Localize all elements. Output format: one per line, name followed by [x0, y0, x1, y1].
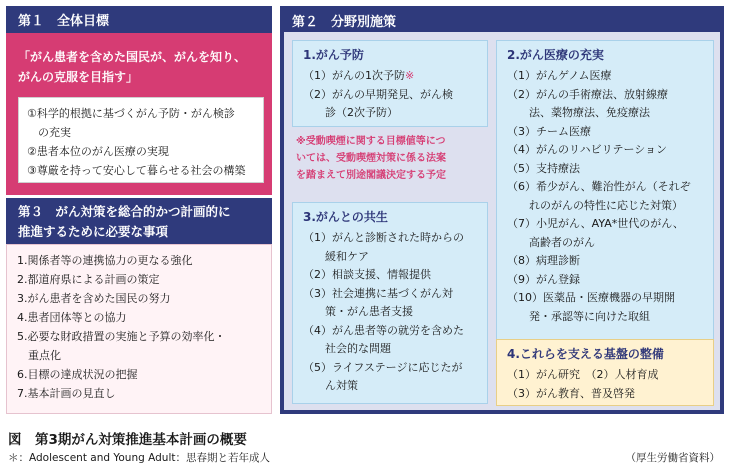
section3-item: 7.基本計画の見直し [17, 387, 116, 400]
section3-item: 3.がん患者を含めた国民の努力 [17, 292, 171, 305]
note-line: いては、受動喫煙対策に係る法案 [296, 153, 446, 164]
cancer-care-box [496, 40, 714, 358]
section1-slogan [18, 47, 268, 87]
living-item: （4）がん患者等の就労を含めた [303, 323, 464, 337]
living-item: 社会的な問題 [303, 342, 391, 355]
section1-header [6, 6, 272, 33]
smoking-note [296, 133, 482, 184]
section3-header-line: 推進するために必要な事項 [18, 224, 169, 239]
care-item: （8）病理診断 [507, 254, 580, 267]
cancer-prevention-title: 1.がん予防 [303, 48, 364, 62]
section3-item: 4.患者団体等との協力 [17, 311, 127, 324]
living-item: ん対策 [303, 379, 358, 392]
slogan-line: がんの克服を目指す」 [18, 70, 139, 84]
infrastructure-item: （3）がん教育、普及啓発 [507, 386, 635, 400]
care-item: （9）がん登録 [507, 272, 580, 286]
figure-source: （厚生労働省資料） [625, 452, 720, 464]
cancer-prevention-box [292, 40, 488, 127]
goal-line: ③尊厳を持って安心して暮らせる社会の構築 [27, 164, 246, 177]
note-line: を踏まえて別途閣議決定する予定 [296, 170, 446, 181]
goal-line: ②患者本位のがん医療の実現 [27, 145, 169, 158]
care-item: （4）がんのリハビリテーション [507, 143, 668, 156]
section3-header [6, 198, 272, 244]
living-with-cancer-box [292, 202, 488, 404]
section3-item: 6.目標の達成状況の把握 [17, 368, 138, 381]
care-item: 法、薬物療法、免疫療法 [507, 106, 650, 119]
section3-item: 重点化 [17, 349, 61, 362]
care-item: 発・承認等に向けた取組 [507, 309, 650, 323]
section3-item: 1.関係者等の連携協力の更なる強化 [17, 254, 193, 267]
infrastructure-item: （1）がん研究 （2）人材育成 [507, 368, 659, 381]
prevention-item: （1）がんの1次予防※ [303, 69, 415, 82]
living-item: （2）相談支援、情報提供 [303, 268, 431, 281]
section3-panel [6, 244, 272, 414]
care-item: （5）支持療法 [507, 161, 580, 175]
living-item: （1）がんと診断された時からの [303, 231, 464, 244]
living-with-cancer-title: 3.がんとの共生 [303, 210, 388, 224]
care-item: （1）がんゲノム医療 [507, 69, 612, 82]
care-item: （7）小児がん、AYA*世代のがん、 [507, 217, 684, 230]
living-item: 策・がん患者支援 [303, 305, 413, 318]
prevention-item: （2）がんの早期発見、がん検 [303, 87, 453, 101]
care-item: （10）医薬品・医療機器の早期開 [507, 291, 675, 304]
cancer-care-title: 2.がん医療の充実 [507, 48, 604, 62]
goal-line: の充実 [27, 126, 71, 139]
goal-line: ①科学的根拠に基づくがん予防・がん検診 [27, 107, 235, 120]
care-item: （2）がんの手術療法、放射線療 [507, 87, 668, 101]
section2-header: 第２ 分野別施策 [292, 15, 397, 30]
section1-header-text: 第１ 全体目標 [18, 14, 110, 29]
section3-item: 5.必要な財政措置の実施と予算の効率化・ [17, 330, 226, 343]
care-item: 高齢者のがん [507, 235, 595, 249]
section1-panel [6, 33, 272, 195]
care-item: （3）チーム医療 [507, 124, 591, 138]
prevention-item: 診（2次予防） [303, 106, 398, 119]
note-line: ※受動喫煙に関する目標値等につ [296, 136, 446, 147]
living-item: 緩和ケア [303, 249, 369, 263]
care-item: （6）希少がん、難治性がん（それぞ [507, 180, 691, 193]
section1-goals [18, 97, 264, 183]
section3-item: 2.都道府県による計画の策定 [17, 273, 160, 286]
note-mark: ※ [405, 69, 415, 82]
section2-body [284, 32, 720, 410]
section3-header-line: 第３ がん対策を総合的かつ計画的に [18, 204, 231, 219]
living-item: （5）ライフステージに応じたが [303, 360, 463, 374]
section2-panel [280, 6, 724, 414]
slogan-line: 「がん患者を含めた国民が、がんを知り、 [18, 50, 247, 64]
figure-caption: 図 第3期がん対策推進基本計画の概要 [8, 432, 247, 448]
infrastructure-title: 4.これらを支える基盤の整備 [507, 347, 664, 361]
living-item: （3）社会連携に基づくがん対 [303, 286, 453, 300]
infrastructure-box [496, 339, 714, 406]
figure-footnote: ＊：Adolescent and Young Adult：思春期と若年成人 [8, 452, 270, 464]
care-item: れのがんの特性に応じた対策） [507, 198, 683, 212]
